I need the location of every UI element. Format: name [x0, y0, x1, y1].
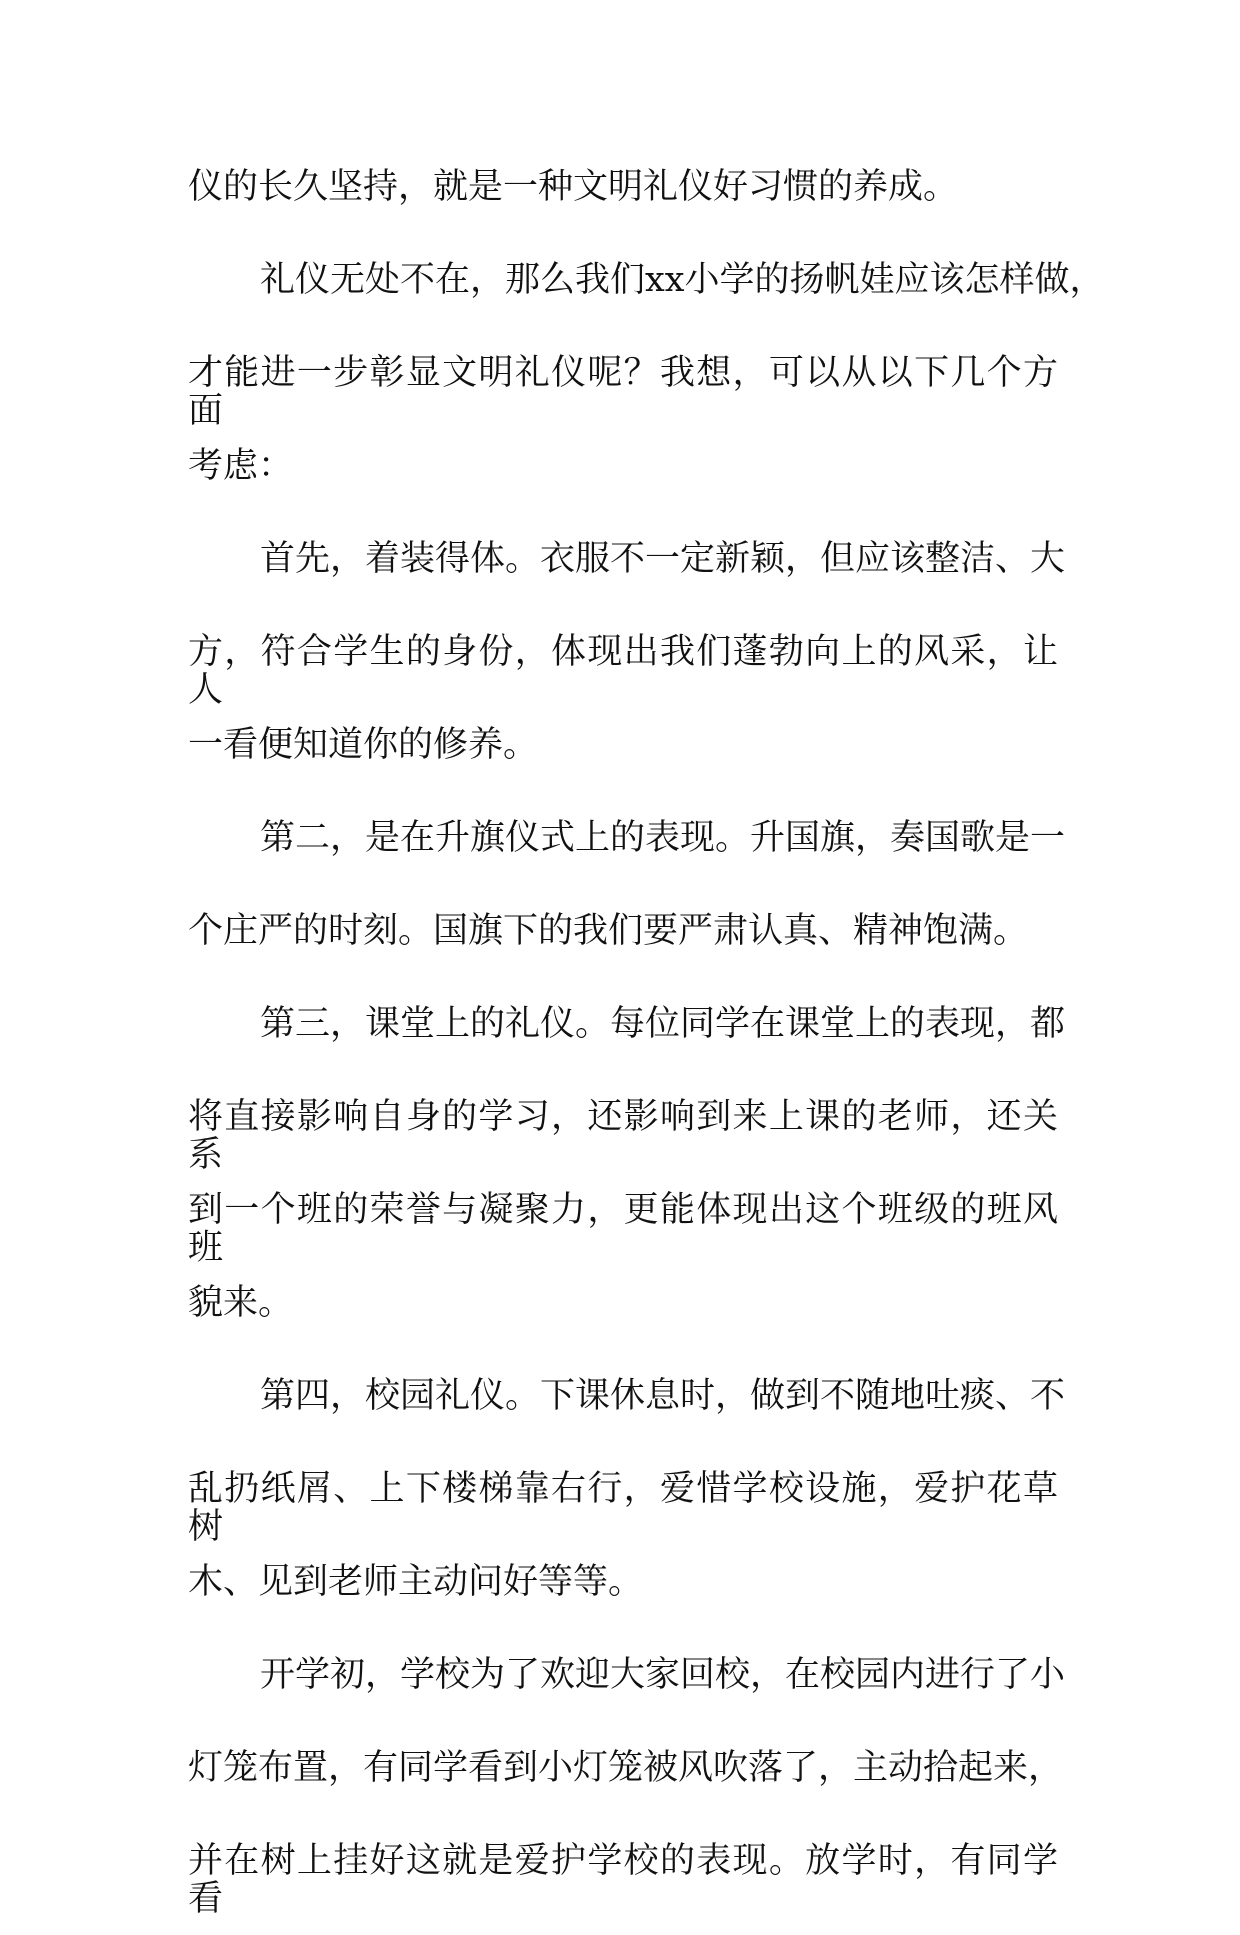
text-line: 方，符合学生的身份，体现出我们蓬勃向上的风采，让人: [188, 632, 1058, 710]
paragraph-start-line: 第四，校园礼仪。下课休息时，做到不随地吐痰、不: [260, 1376, 1066, 1416]
text-line: 灯笼布置，有同学看到小灯笼被风吹落了，主动拾起来，: [188, 1748, 1064, 1788]
paragraph-start-line: 首先，着装得体。衣服不一定新颖，但应该整洁、大: [260, 539, 1066, 579]
text-line: 木、见到老师主动问好等等。: [188, 1562, 644, 1602]
text-line: 乱扔纸屑、上下楼梯靠右行，爱惜学校设施，爱护花草树: [188, 1469, 1058, 1547]
text-line: 才能进一步彰显文明礼仪呢？我想，可以从以下几个方面: [188, 353, 1058, 431]
text-line: 貌来。: [188, 1283, 294, 1323]
paragraph-start-line: 礼仪无处不在，那么我们xx小学的扬帆娃应该怎样做，: [260, 260, 1105, 300]
document-body: [188, 167, 1105, 1935]
text-line: 仪的长久坚持，就是一种文明礼仪好习惯的养成。: [188, 167, 959, 207]
paragraph-start-line: 开学初，学校为了欢迎大家回校，在校园内进行了小: [260, 1655, 1066, 1695]
text-line: 将直接影响自身的学习，还影响到来上课的老师，还关系: [188, 1097, 1058, 1175]
paragraph-start-line: 第二，是在升旗仪式上的表现。升国旗，奏国歌是一: [260, 818, 1066, 858]
text-line: 并在树上挂好这就是爱护学校的表现。放学时，有同学看: [188, 1841, 1058, 1919]
text-line: 到一个班的荣誉与凝聚力，更能体现出这个班级的班风班: [188, 1190, 1058, 1268]
text-line: 考虑：: [188, 446, 294, 486]
paragraph-start-line: 第三，课堂上的礼仪。每位同学在课堂上的表现，都: [260, 1004, 1066, 1044]
text-line: 一看便知道你的修养。: [188, 725, 539, 765]
text-line: 个庄严的时刻。国旗下的我们要严肃认真、精神饱满。: [188, 911, 1029, 951]
